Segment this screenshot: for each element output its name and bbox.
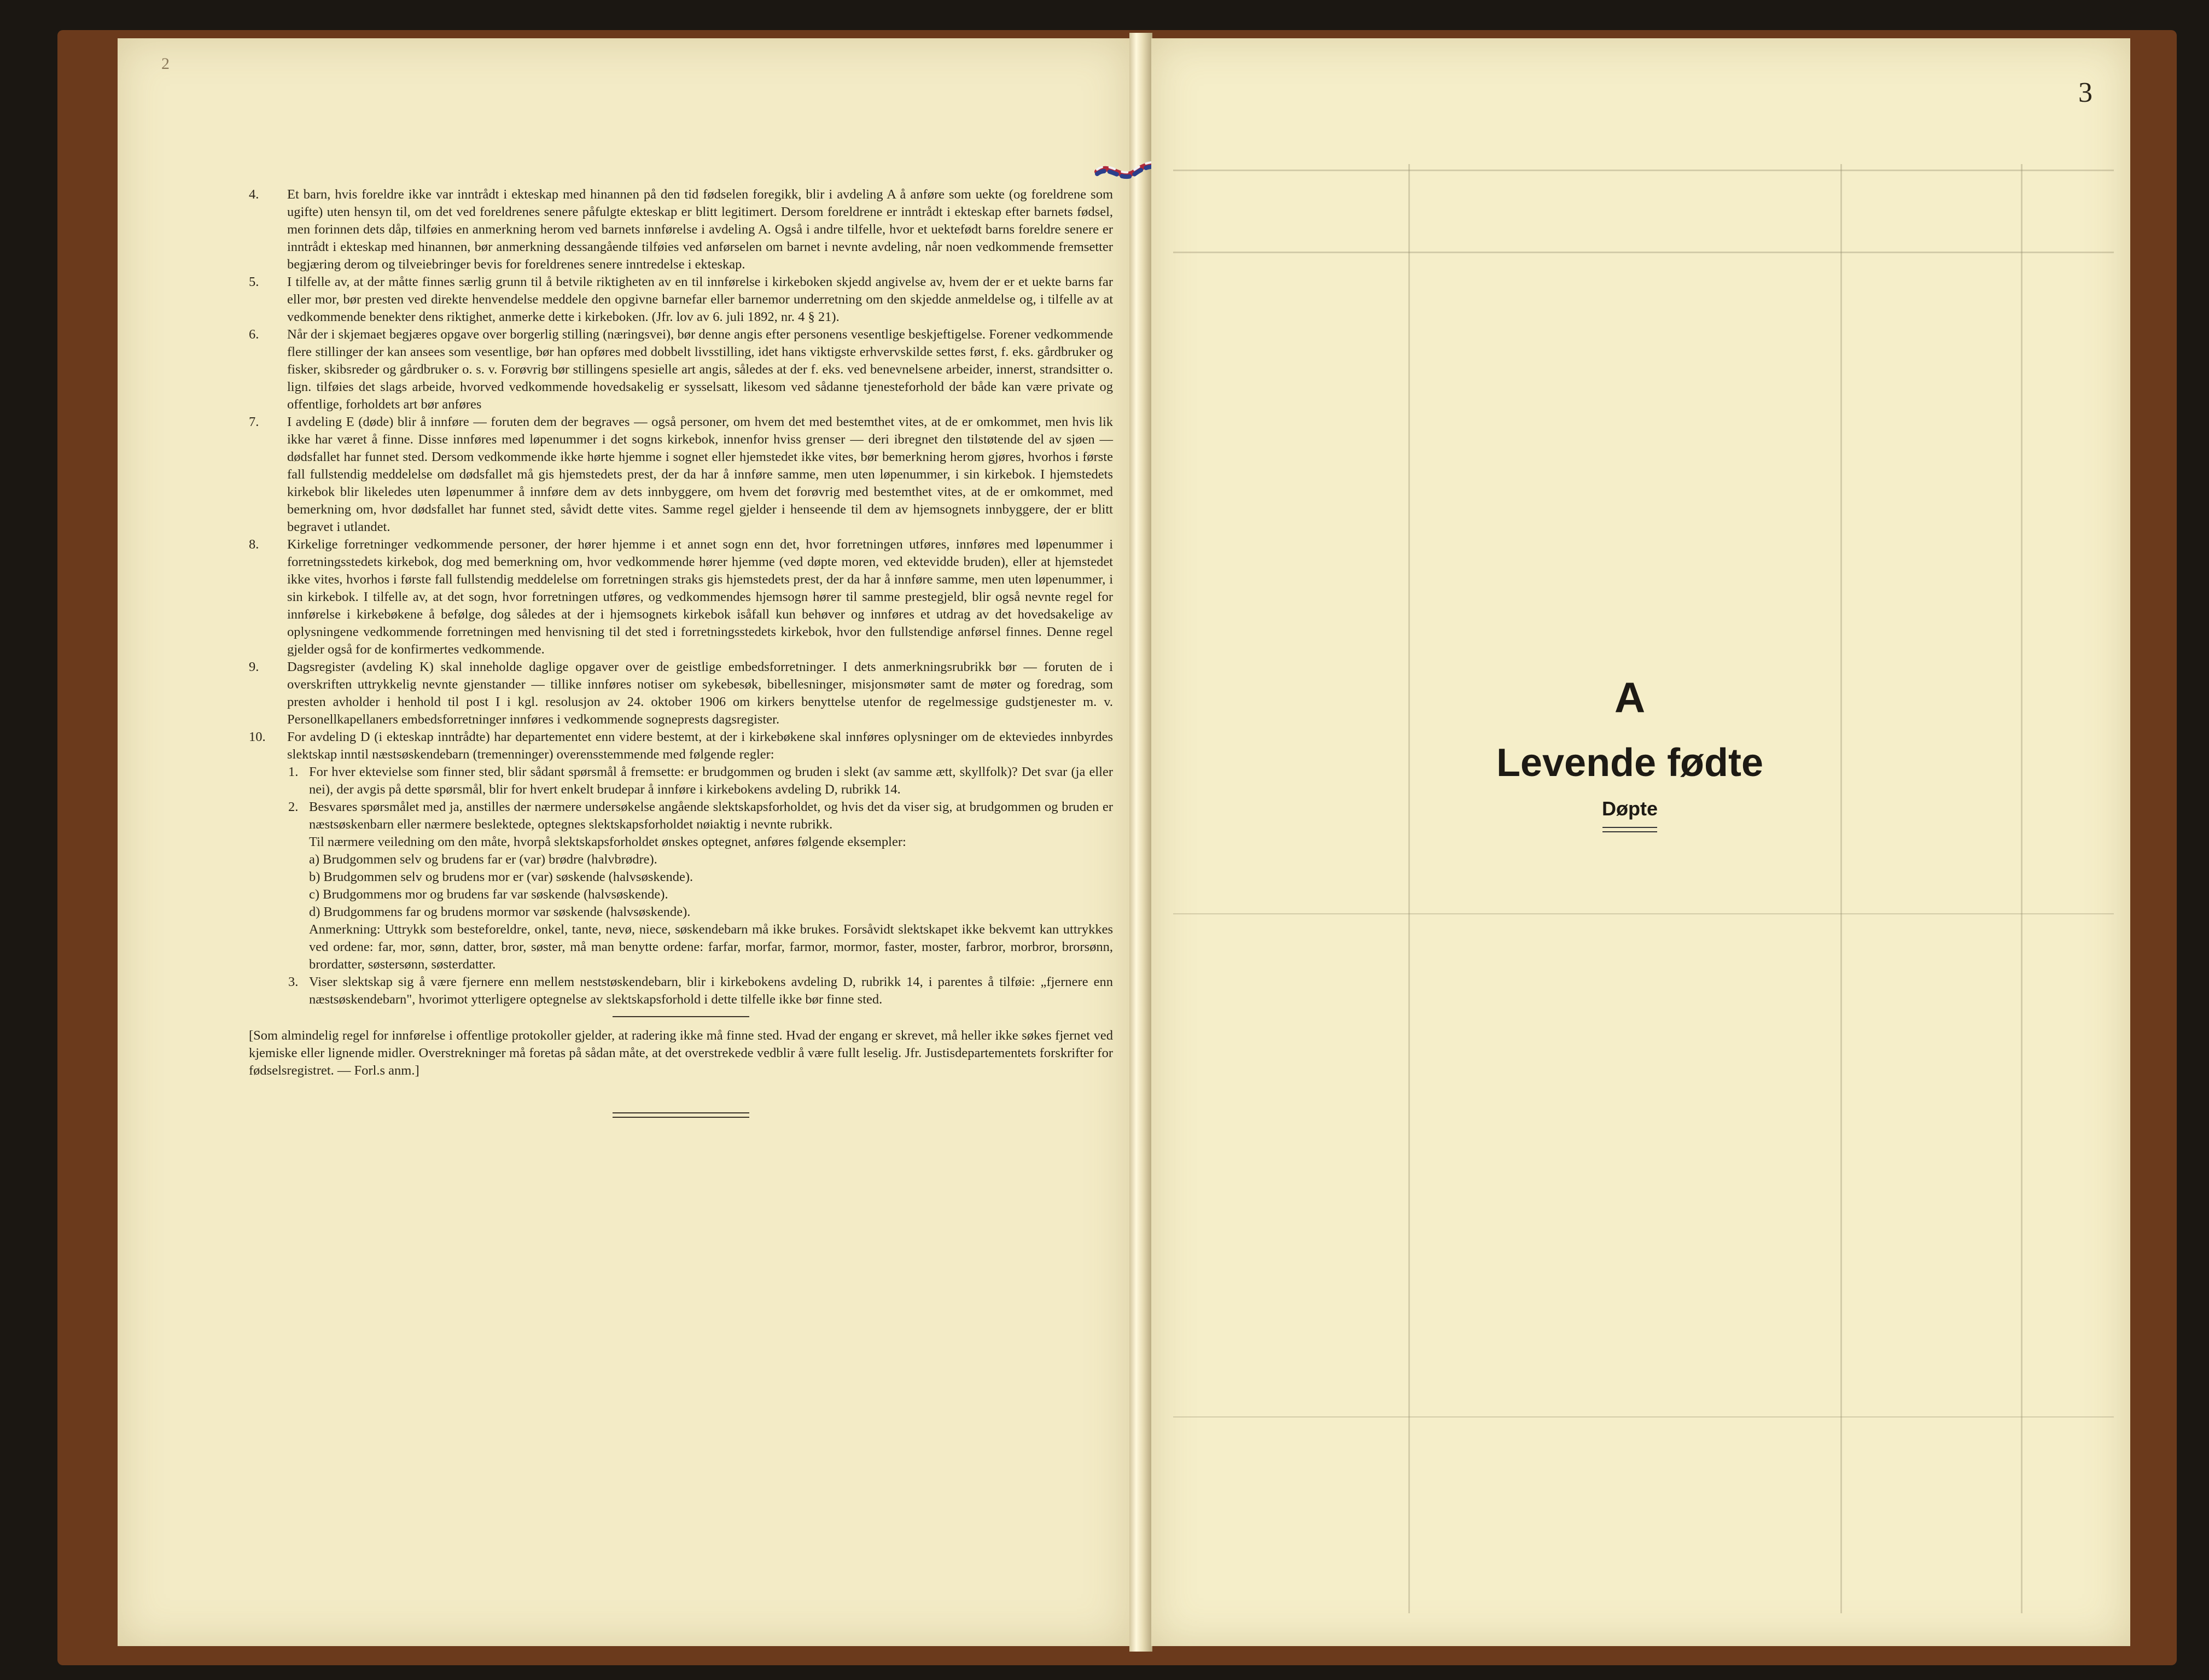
- example-c: c) Brudgommens mor og brudens far var søskende (halvsøskende).: [309, 887, 668, 902]
- rule-8: [249, 536, 1113, 658]
- subrule-3: [249, 973, 1113, 1008]
- rule-text: Dagsregister (avdeling K) skal inneholde daglige opgaver over de geistlige embedsforretninger. I dets anmerkningsrubrikk bør — foruten de i overskriften uttrykkelig nevnte gjenstander — tillike innføres notiser om sykebesøk, bibellesninger, misjonsmøter samt de møter og foredrag, som presten avholder i henhold til post I i kgl. resolusjon av 24. oktober 1906 om kirkers benyttelse utenfor de regelmessige gudstjenester m. v. Personellkapellaners embedsforretninger innføres i vedkommende sogneprests dagsregister.: [287, 660, 1113, 727]
- right-page: [1151, 38, 2130, 1646]
- ghost-column-line: [1408, 164, 1410, 1613]
- subrule-number: 3.: [288, 975, 299, 989]
- rule-text: I avdeling E (døde) blir å innføre — foruten dem der begraves — også personer, om hvem det med bestemthet vites, at de er omkommet, men hvis lik ikke har været å finne. Disse innføres med løpenummer i det sogns kirkebok, innenfor hviss grenser — deri ibregnet den tilstøtende del av sjøen — dødsfallet har funnet sted. Dersom vedkommende ikke hørte hjemme i sognet eller hjemstedet ikke vites, bør bemerkning herom gjøres, hvorhos i første fall fullstendig meddelelse om dødsfallet må gis hjemstedets prest, der da har å innføre samme, men uten løpenummer, i sin kirkebok. I hjemstedets kirkebok blir likeledes uten løpenummer å innføre dem av dets innbyggere, om hvem det forøvrig med bestemthet vites, at de er omkommet, med bemerkning om, hvor dødsfallet har funnet sted, såvidt dette vites. Samme regel gjelder i henseende til dem av hjemsognets innbyggere, der er blitt begravet i utlandet.: [287, 415, 1113, 534]
- ghost-row-line: [1173, 913, 2114, 914]
- ghost-row-line: [1173, 1416, 2114, 1418]
- left-page: [118, 38, 1129, 1646]
- rule-text: I tilfelle av, at der måtte finnes særlig grunn til å betvile riktigheten av en til innførelse i kirkeboken skjedd angivelse av, hvem der er et uekte barns far eller mor, bør presten ved direkte henvendelse meddele den opgivne barnefar eller barnemor underretning om den skjedde anmeldelse og, i tilfelle av at vedkommende benekter dens riktighet, anmerke dette i kirkeboken. (Jfr. lov av 6. juli 1892, nr. 4 § 21).: [287, 275, 1113, 324]
- section-heading: [1466, 673, 1794, 832]
- rule-number: 10.: [249, 730, 266, 744]
- subrule-number: 2.: [288, 800, 299, 814]
- ghost-column-line: [1840, 164, 1842, 1613]
- page-margin-mark: 2: [161, 55, 170, 73]
- subrule-number: 1.: [288, 765, 299, 779]
- divider-short: [613, 1016, 749, 1017]
- rule-text: Når der i skjemaet begjæres opgave over borgerlig stilling (næringsvei), bør denne angis efter personens vesentlige beskjeftigelse. Forener vedkommende flere stillinger der kan ansees som vesentlige, bør han opføres med dobbelt livsstilling, idet hans viktigste erhvervskilde settes først, f. eks. gårdbruker og fisker, skibsreder og gårdbruker o. s. v. Forøvrig bør stillingens spesielle art angis, således at der f. eks. ved benevnelsene arbeider, innerst, strandsitter o. lign. tilføies det slags arbeide, hvorved vedkommende hovedsakelig er sysselsatt, likesom ved sådanne tjenesteforhold der både kan være private og offentlige, forholdets art bør anføres: [287, 327, 1113, 412]
- rule-9: [249, 658, 1113, 728]
- examples-list: [249, 851, 1113, 921]
- rule-number: 7.: [249, 415, 259, 429]
- rule-5: [249, 273, 1113, 326]
- subrule-text: For hver ektevielse som finner sted, blir sådant spørsmål å fremsette: er brudgommen og bruden i slekt (av samme ætt, skyllfolk)? Det svar (ja eller nei), der avgis på dette spørsmål, blir for hvert enkelt brudepar å innføre i kirkebokens avdeling D, rubrikk 14.: [309, 765, 1113, 797]
- example-b: b) Brudgommen selv og brudens mor er (var) søskende (halvsøskende).: [309, 870, 693, 884]
- rule-number: 4.: [249, 187, 259, 202]
- rule-number: 9.: [249, 660, 259, 674]
- rule-number: 8.: [249, 537, 259, 552]
- rule-6: [249, 326, 1113, 413]
- subrule-1: [249, 763, 1113, 798]
- section-title: Levende fødte: [1496, 741, 1764, 785]
- rule-text: Kirkelige forretninger vedkommende personer, der hører hjemme i et annet sogn enn det, hvor forretningen utføres, innføres med løpenummer i forretningsstedets kirkebok, dog med bemerkning om, hvor vedkommende hører hjemme (ved døpte moren, ved ektevidde bruden), eller at hjemstedet ikke vites, hvorhos i første fall fullstendig meddelelse om forretningen straks gis hjemstedets prest, der da har å innføre samme, men uten løpenummer, i sin kirkebok. I tilfelle av, at det sogn, hvor forretningen utføres, og vedkommendes hjemsogn hører til samme prestegjeld, blir også nevnte regel for innførelse i kirkebøkene å befølge, dog således at der i hjemsognets kirkebok isåfall kun behøver og innføres et utdrag av det hovedsakelige av oplysningene vedkommende forretningen med henvisning til det sted i forretningsstedets kirkebok, hvor den fullstendige anførsel finnes. Denne regel gjelder også for de konfirmertes vedkommende.: [287, 537, 1113, 657]
- subrule-text: Besvares spørsmålet med ja, anstilles der nærmere undersøkelse angående slektskapsforholdet, og hvis det da viser sig, at brudgommen og bruden er næstsøskenbarn eller nærmere beslektede, optegnes slektskapsforholdet nøiaktig i nevnte rubrikk.: [309, 800, 1113, 832]
- subrule-text: Viser slektskap sig å være fjernere enn mellem neststøskendebarn, blir i kirkebokens avdeling D, rubrikk 14, i parentes å tilføie: „fjernere enn næstsøskendebarn", hvorimot ytterligere optegnelse av slektskapsforhold i dette tilfelle ikke bør finne sted.: [309, 975, 1113, 1007]
- ghost-column-line: [2021, 164, 2023, 1613]
- ghost-header-line: [1173, 170, 2114, 171]
- rules-text: [249, 186, 1113, 1118]
- rule-text: Et barn, hvis foreldre ikke var inntrådt i ekteskap med hinannen på den tid fødselen foregikk, blir i avdeling A å anføre som uekte (og foreldrene som ugifte) uten hensyn til, om det ved foreldrenes senere påfulgte ekteskap er blitt legitimert. Dersom foreldrene er inntrådt i ekteskap efter barnets fødsel, men forinnen dets dåp, tilføies en anmerkning herom ved barnets innførelse i avdeling A. Også i andre tilfelle, hvor et uektefødt barns foreldre senere er inntrådt i ekteskap med hinannen, bør anmerkning dessangående tilføies ved anførselen om barnet i nevnte avdeling, når noen vedkommende fremsetter begjæring derom og tilveiebringer bevis for foreldrenes senere inntredelse i ekteskap.: [287, 187, 1113, 272]
- ghost-header-line: [1173, 252, 2114, 253]
- rule-7: [249, 413, 1113, 536]
- subrule-2: [249, 798, 1113, 833]
- remark: Anmerkning: Uttrykk som besteforeldre, onkel, tante, nevø, niece, søskendebarn må ikke brukes. Forsåvidt slektskapet ikke bekvemt kan uttrykkes ved ordene: far, mor, sønn, datter, bror, søster, må man benytte ordene: farfar, morfar, farmor, mormor, faster, moster, farbror, morbror, brorsønn, brordatter, søstersønn, søsterdatter.: [309, 922, 1113, 972]
- example-d: d) Brudgommens far og brudens mormor var søskende (halvsøskende).: [309, 905, 691, 919]
- example-a: a) Brudgommen selv og brudens far er (var) brødre (halvbrødre).: [309, 852, 657, 867]
- rule-number: 5.: [249, 275, 259, 289]
- examples-intro: Til nærmere veiledning om den måte, hvorpå slektskapsforholdet ønskes optegnet, anføres følgende eksempler:: [309, 835, 906, 849]
- divider-double: [613, 1112, 749, 1118]
- rule-10: [249, 728, 1113, 763]
- section-letter: A: [1614, 673, 1646, 721]
- subtitle-underline: [1602, 827, 1657, 832]
- rule-text: For avdeling D (i ekteskap inntrådte) har departementet enn videre bestemt, at der i kirkebøkene skal innføres oplysninger om de ekteviedes innbyrdes slektskap inntil næstsøskendebarn (tremenninger) overensstemmende med følgende regler:: [287, 730, 1113, 762]
- rule-number: 6.: [249, 327, 259, 342]
- page-number: 3: [2078, 77, 2093, 108]
- publisher-footnote: [Som almindelig regel for innførelse i offentlige protokoller gjelder, at radering ikke må finne sted. Hvad der engang er skrevet, må heller ikke søkes fjernet ved kjemiske eller lignende midler. Overstrekninger må foretas på sådan måte, at det overstrekede vedblir å være fullt leselig. Jfr. Justisdepartementets forskrifter for fødselsregistret. — Forl.s anm.]: [249, 1028, 1113, 1078]
- book-gutter: [1129, 33, 1152, 1652]
- section-subtitle: Døpte: [1602, 797, 1658, 820]
- rule-4: [249, 186, 1113, 273]
